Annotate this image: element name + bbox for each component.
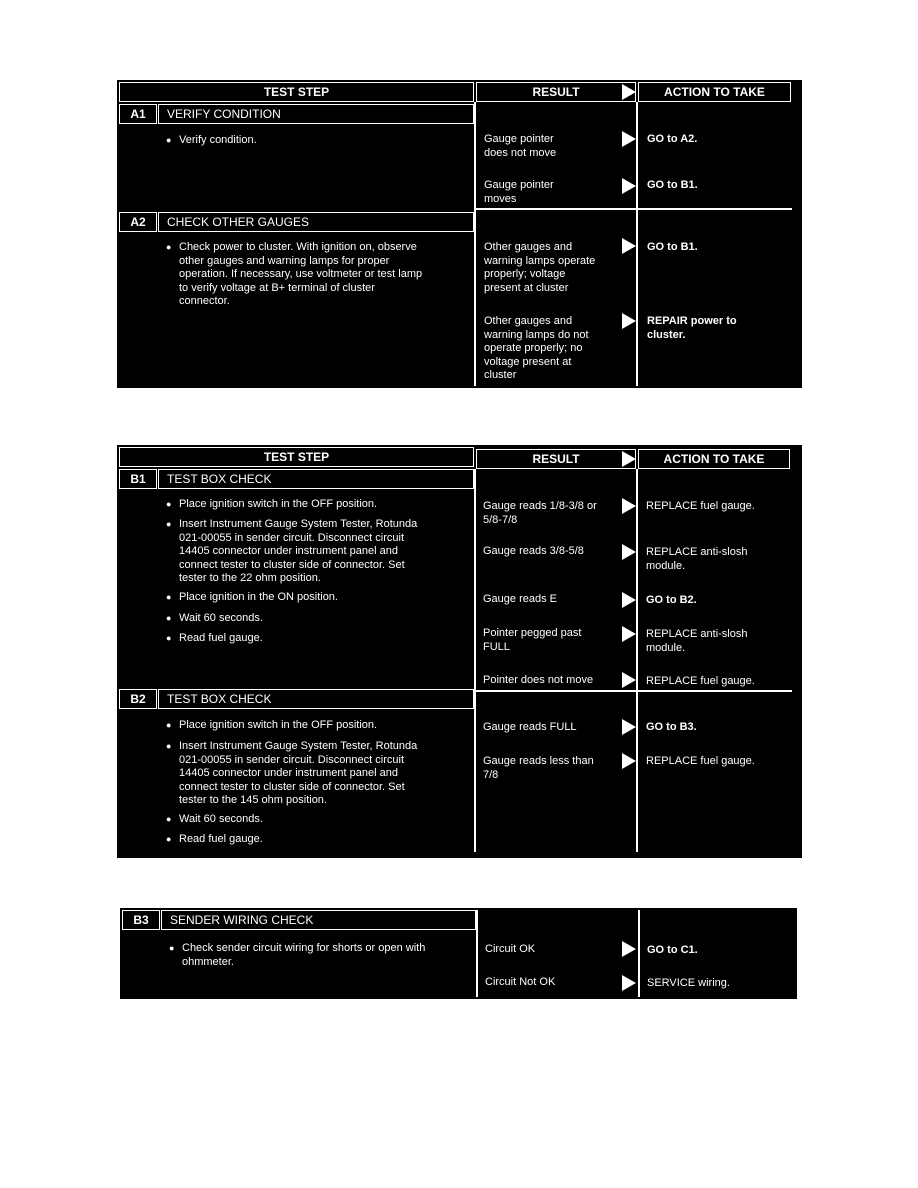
header-result: RESULT xyxy=(476,449,636,469)
step-a2-item: ● Check power to cluster. With ignition on, observe other gauges and warning lamps for proper operation. If necessary, use voltmeter or test lamp to verify voltage at B+ terminal of cluster connector. xyxy=(179,241,422,309)
arrow-icon xyxy=(622,626,636,642)
step-b2-item: ● Insert Instrument Gauge System Tester, Rotunda 021-00055 in sender circuit. Disconnect circuit 14405 connector under instrument panel and connect tester to cluster side of connector. Set tester to the 145 ohm position. xyxy=(179,740,417,808)
header-action: ACTION TO TAKE xyxy=(638,449,790,469)
action-b2-1: REPLACE fuel gauge. xyxy=(646,755,755,767)
step-code-a1: A1 xyxy=(119,104,157,124)
arrow-icon xyxy=(622,719,636,735)
action-b2-0: GO to B3. xyxy=(646,721,697,733)
action-b1-3: REPLACE anti-slosh module. xyxy=(646,628,748,654)
result-a1-0: Gauge pointer does not move xyxy=(484,133,557,159)
header-action: ACTION TO TAKE xyxy=(638,82,791,102)
result-a2-0: Other gauges and warning lamps operate properly; voltage present at cluster xyxy=(484,241,596,294)
step-code-a2: A2 xyxy=(119,212,157,232)
action-a2-0: GO to B1. xyxy=(647,241,698,253)
result-b1-0: Gauge reads 1/8-3/8 or 5/8-7/8 xyxy=(483,500,597,526)
step-b1-item: ● Insert Instrument Gauge System Tester, Rotunda 021-00055 in sender circuit. Disconnect circuit 14405 connector under instrument panel and connect tester to cluster side of connector. Set tester to the 22 ohm position. xyxy=(179,518,417,586)
action-b3-1: SERVICE wiring. xyxy=(647,977,730,989)
step-title-b2: TEST BOX CHECK xyxy=(158,689,474,709)
step-b1-item: ● Place ignition in the ON position. xyxy=(179,591,338,605)
step-title-a1: VERIFY CONDITION xyxy=(158,104,474,124)
step-title-b1: TEST BOX CHECK xyxy=(158,469,474,489)
header-test-step: TEST STEP xyxy=(119,447,474,467)
step-b2-item: ● Place ignition switch in the OFF position. xyxy=(179,719,377,733)
arrow-icon xyxy=(622,238,636,254)
arrow-icon xyxy=(622,451,636,467)
arrow-icon xyxy=(622,313,636,329)
result-b2-1: Gauge reads less than 7/8 xyxy=(483,755,594,781)
step-a1-item: ● Verify condition. xyxy=(179,134,257,148)
result-b1-2: Gauge reads E xyxy=(483,593,557,605)
arrow-icon xyxy=(622,975,636,991)
header-test-step: TEST STEP xyxy=(119,82,474,102)
action-a2-1: REPAIR power to cluster. xyxy=(647,315,737,341)
action-b3-0: GO to C1. xyxy=(647,944,698,956)
result-a1-1: Gauge pointer moves xyxy=(484,179,554,205)
result-b3-1: Circuit Not OK xyxy=(485,976,556,988)
step-b2-item: ● Wait 60 seconds. xyxy=(179,813,263,827)
step-b1-item: ● Wait 60 seconds. xyxy=(179,612,263,626)
arrow-icon xyxy=(622,178,636,194)
result-b1-4: Pointer does not move xyxy=(483,674,594,686)
result-b2-0: Gauge reads FULL xyxy=(483,721,577,733)
step-b1-item: ● Place ignition switch in the OFF position. xyxy=(179,498,377,512)
step-title-b3: SENDER WIRING CHECK xyxy=(161,910,476,930)
header-result: RESULT xyxy=(476,82,636,102)
action-b1-0: REPLACE fuel gauge. xyxy=(646,500,755,512)
arrow-icon xyxy=(622,84,636,100)
step-code-b3: B3 xyxy=(122,910,160,930)
arrow-icon xyxy=(622,131,636,147)
arrow-icon xyxy=(622,592,636,608)
action-a1-0: GO to A2. xyxy=(647,133,698,145)
arrow-icon xyxy=(622,498,636,514)
action-a1-1: GO to B1. xyxy=(647,179,698,191)
arrow-icon xyxy=(622,753,636,769)
step-b1-item: ● Read fuel gauge. xyxy=(179,632,263,646)
step-b2-item: ● Read fuel gauge. xyxy=(179,833,263,847)
result-b3-0: Circuit OK xyxy=(485,943,536,955)
result-b1-3: Pointer pegged past FULL xyxy=(483,627,582,653)
arrow-icon xyxy=(622,544,636,560)
step-code-b1: B1 xyxy=(119,469,157,489)
arrow-icon xyxy=(622,672,636,688)
action-b1-4: REPLACE fuel gauge. xyxy=(646,675,755,687)
step-code-b2: B2 xyxy=(119,689,157,709)
action-b1-1: REPLACE anti-slosh module. xyxy=(646,546,748,572)
step-b3-item: ● Check sender circuit wiring for shorts or open with ohmmeter. xyxy=(182,942,425,969)
result-b1-1: Gauge reads 3/8-5/8 xyxy=(483,545,584,557)
result-a2-1: Other gauges and warning lamps do not operate properly; no voltage present at cluster xyxy=(484,315,589,381)
step-title-a2: CHECK OTHER GAUGES xyxy=(158,212,474,232)
arrow-icon xyxy=(622,941,636,957)
action-b1-2: GO to B2. xyxy=(646,594,697,606)
